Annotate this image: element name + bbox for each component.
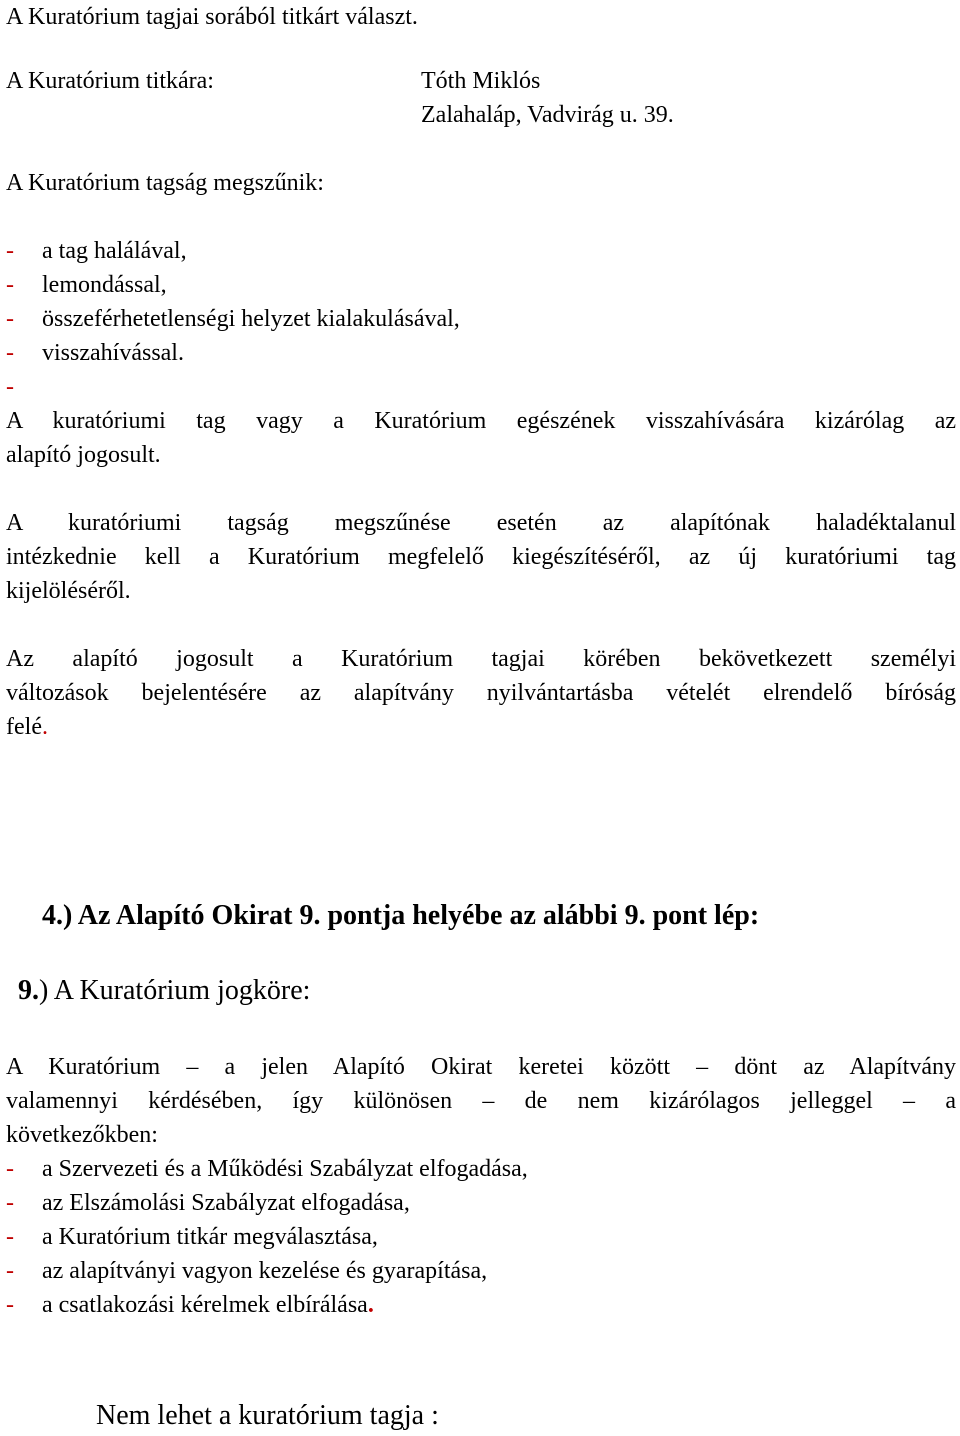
list-dash: - — [6, 1190, 14, 1216]
para1-line2: alapító jogosult. — [6, 442, 161, 468]
intro-line: A Kuratórium tagjai sorából titkárt választ. — [6, 4, 418, 30]
list-dash: - — [6, 1292, 14, 1318]
secretary-address: Zalahaláp, Vadvirág u. 39. — [421, 102, 674, 128]
section-9-heading — [18, 973, 310, 1009]
list-dash: - — [6, 1156, 14, 1182]
list-dash: - — [6, 306, 14, 332]
para1-line1: A kuratóriumi tag vagy a Kuratórium egészének visszahívására kizárólag az — [6, 408, 956, 434]
list-dash: - — [6, 1258, 14, 1284]
termination-item — [6, 336, 184, 370]
secretary-name: Tóth Miklós — [421, 68, 541, 94]
para3-period: . — [41, 714, 48, 740]
secretary-label: A Kuratórium titkára: — [6, 68, 214, 94]
power-item-text: a Szervezeti és a Működési Szabályzat elfogadása, — [42, 1156, 528, 1182]
para3-line3 — [6, 710, 48, 744]
section-9-title: ) A Kuratórium jogköre: — [39, 975, 311, 1006]
power-item-text: az alapítványi vagyon kezelése és gyarapítása, — [42, 1258, 488, 1284]
section-9-number: 9. — [18, 975, 39, 1006]
power-item — [6, 1152, 528, 1186]
power-item-text: a Kuratórium titkár megválasztása, — [42, 1224, 378, 1250]
termination-intro: A Kuratórium tagság megszűnik: — [6, 170, 324, 196]
list-dash: - — [6, 1224, 14, 1250]
power-item-text: az Elszámolási Szabályzat elfogadása, — [42, 1190, 410, 1216]
list-dash: - — [6, 374, 14, 400]
power-item — [6, 1288, 374, 1322]
termination-item-text: visszahívással. — [42, 340, 184, 366]
list-dash: - — [6, 340, 14, 366]
power-item-text: a csatlakozási kérelmek elbírálása — [42, 1292, 368, 1318]
para2-line1: A kuratóriumi tagság megszűnése esetén az alapítónak haladéktalanul — [6, 510, 956, 536]
power-item — [6, 1254, 487, 1288]
termination-item — [6, 234, 187, 268]
para4-line3: következőkben: — [6, 1122, 158, 1148]
final-heading: Nem lehet a kuratórium tagja : — [96, 1400, 439, 1431]
power-item-period: . — [367, 1292, 374, 1318]
power-item — [6, 1220, 378, 1254]
para3-line3-text: felé — [6, 714, 42, 740]
section-4-heading: 4.) Az Alapító Okirat 9. pontja helyébe az alábbi 9. pont lép: — [42, 900, 760, 931]
list-dash: - — [6, 272, 14, 298]
para4-line2: valamennyi kérdésében, így különösen – de nem kizárólagos jelleggel – a — [6, 1088, 956, 1114]
termination-item-text: összeférhetetlenségi helyzet kialakulásával, — [42, 306, 460, 332]
termination-item — [6, 302, 460, 336]
termination-item-text: lemondással, — [42, 272, 167, 298]
para2-line2: intézkednie kell a Kuratórium megfelelő kiegészítéséről, az új kuratóriumi tag — [6, 544, 956, 570]
para2-line3: kijelöléséről. — [6, 578, 131, 604]
termination-empty-item — [6, 370, 42, 404]
para3-line2: változások bejelentésére az alapítvány nyilvántartásba vételét elrendelő bíróság — [6, 680, 956, 706]
termination-item-text: a tag halálával, — [42, 238, 187, 264]
para3-line1: Az alapító jogosult a Kuratórium tagjai körében bekövetkezett személyi — [6, 646, 956, 672]
para4-line1: A Kuratórium – a jelen Alapító Okirat keretei között – dönt az Alapítvány — [6, 1054, 956, 1080]
list-dash: - — [6, 238, 14, 264]
power-item — [6, 1186, 410, 1220]
termination-item — [6, 268, 167, 302]
